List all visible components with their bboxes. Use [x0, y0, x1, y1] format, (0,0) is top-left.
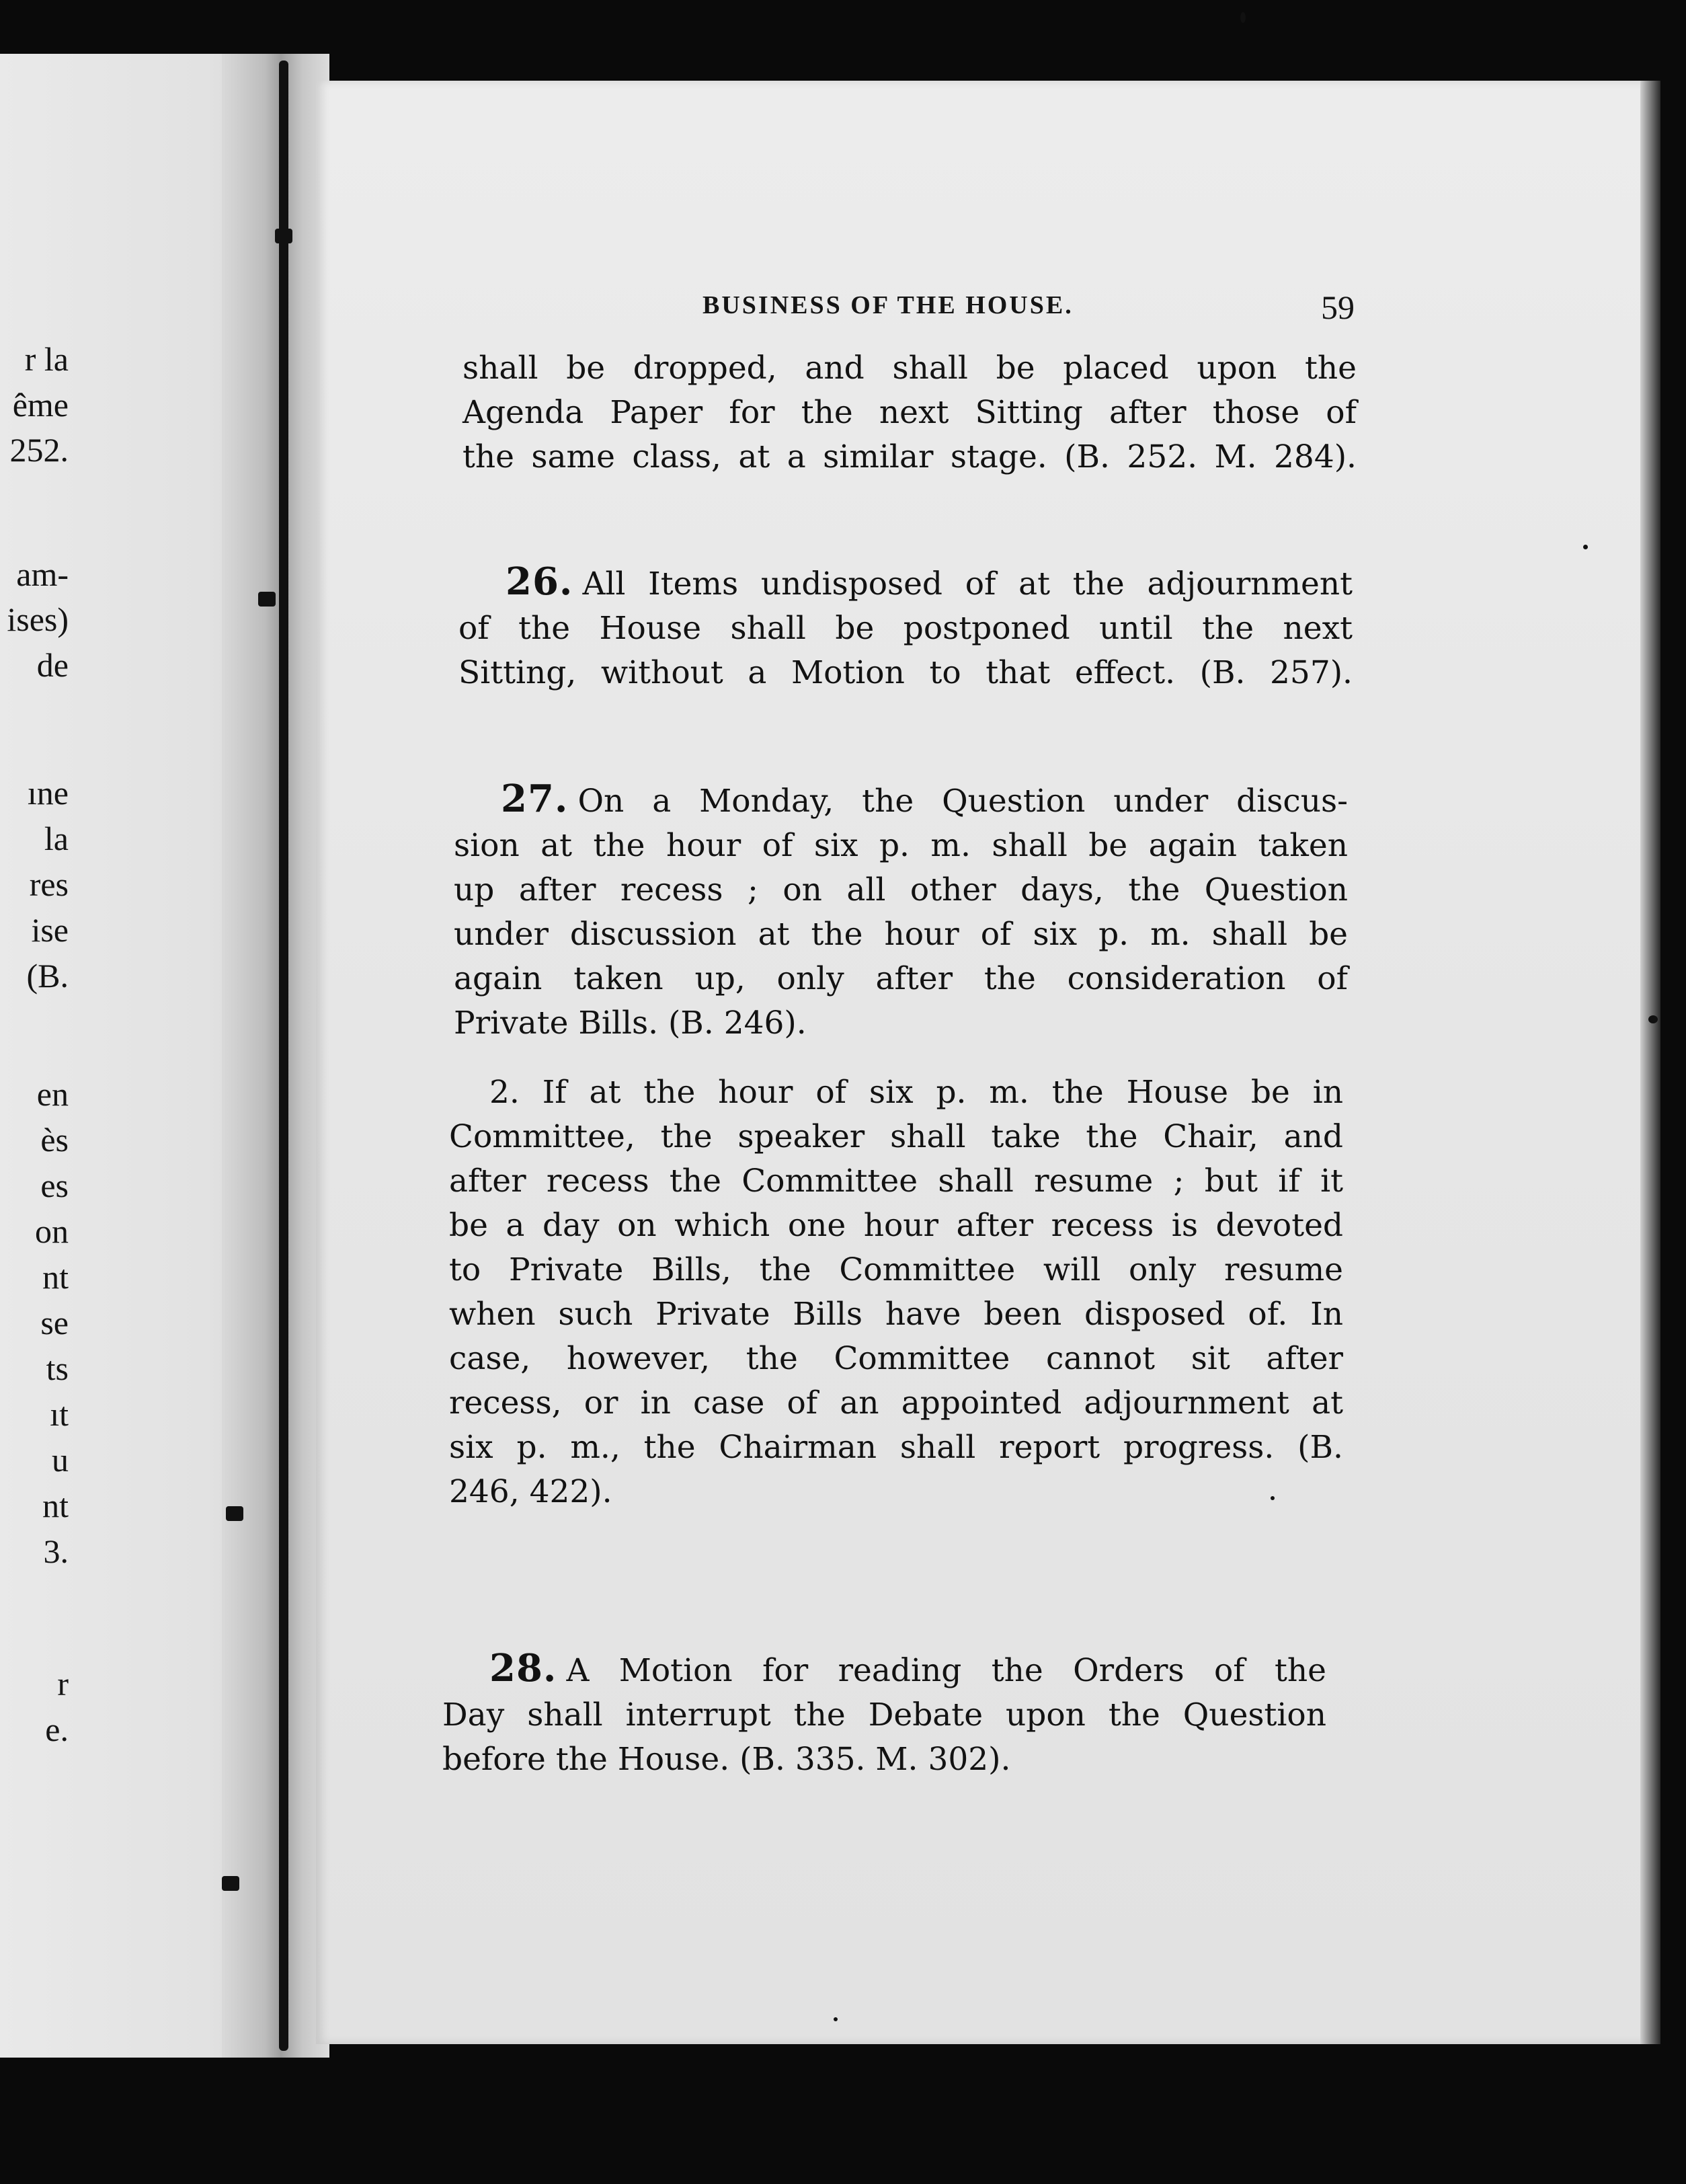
- text-line: shall be dropped, and shall be placed upon the: [463, 350, 1357, 387]
- left-fragment: res: [29, 865, 69, 903]
- left-fragment: 3.: [43, 1532, 69, 1570]
- left-fragment: ises): [7, 600, 69, 638]
- scan-speck: [1240, 12, 1246, 23]
- text-line: 246, 422).: [449, 1473, 612, 1510]
- text-line: when such Private Bills have been disposed of. In: [449, 1296, 1343, 1333]
- text-line: case, however, the Committee cannot sit after: [449, 1340, 1343, 1377]
- text-line: Agenda Paper for the next Sitting after those of: [463, 394, 1357, 431]
- text-line: of the House shall be postponed until the next: [458, 610, 1353, 647]
- binding-stitch: [258, 592, 276, 607]
- text-line: [442, 1646, 1326, 1693]
- left-fragment: ıne: [27, 774, 69, 812]
- left-fragment: am-: [16, 555, 69, 593]
- binding-thread: [279, 61, 288, 2051]
- text-line: to Private Bills, the Committee will only resume: [449, 1251, 1343, 1288]
- text-line: before the House. (B. 335. M. 302).: [442, 1741, 1011, 1778]
- text-line: after recess the Committee shall resume ; but if it: [449, 1163, 1343, 1200]
- text-line: recess, or in case of an appointed adjournment at: [449, 1384, 1343, 1421]
- page-number: 59: [1321, 288, 1355, 326]
- paragraph-continuation: [463, 346, 1357, 479]
- rule-number: 28.: [489, 1646, 557, 1690]
- left-fragment: nt: [42, 1487, 69, 1524]
- text-line: [458, 559, 1353, 607]
- left-fragment: u: [52, 1441, 69, 1479]
- left-fragment: r la: [24, 340, 69, 378]
- scan-speck: [1648, 1015, 1658, 1023]
- left-fragment: ès: [40, 1121, 69, 1159]
- rule-number: 27.: [501, 777, 569, 821]
- text-line: Sitting, without a Motion to that effect. (B. 257).: [458, 654, 1353, 691]
- text-line-content: On a Monday, the Question under discus-: [577, 783, 1348, 820]
- text-line: sion at the hour of six p. m. shall be again taken: [454, 827, 1348, 864]
- text-line: Private Bills. (B. 246).: [454, 1005, 807, 1042]
- text-line: the same class, at a similar stage. (B. 252. M. 284).: [463, 438, 1357, 475]
- left-fragment: e.: [45, 1711, 69, 1748]
- rule-28: [442, 1646, 1326, 1782]
- left-fragment: es: [40, 1167, 69, 1204]
- rule-27-subsection-2: [449, 1070, 1343, 1514]
- left-fragment: ıt: [50, 1395, 69, 1433]
- left-fragment: (B.: [26, 957, 69, 994]
- left-fragment: ise: [31, 911, 69, 949]
- rule-27: [454, 777, 1348, 1046]
- left-fragment: en: [36, 1075, 69, 1113]
- left-fragment: ts: [46, 1350, 69, 1387]
- left-fragment: r: [57, 1665, 69, 1703]
- running-head: BUSINESS OF THE HOUSE.: [702, 291, 1074, 319]
- left-fragment: nt: [42, 1258, 69, 1296]
- left-fragment: 252.: [9, 431, 69, 469]
- left-fragment: ême: [12, 386, 69, 424]
- text-line: be a day on which one hour after recess is devoted: [449, 1207, 1343, 1244]
- text-line-content: A Motion for reading the Orders of the: [566, 1652, 1326, 1689]
- text-line: under discussion at the hour of six p. m. shall be: [454, 916, 1348, 953]
- left-fragment: on: [35, 1212, 69, 1250]
- left-fragment: se: [40, 1304, 69, 1341]
- text-line: six p. m., the Chairman shall report progress. (B.: [449, 1429, 1343, 1466]
- left-fragment: la: [44, 820, 69, 857]
- binding-stitch: [222, 1876, 239, 1891]
- text-line: again taken up, only after the consideration of: [454, 960, 1348, 997]
- text-line: up after recess ; on all other days, the Question: [454, 871, 1348, 908]
- scan-speck: [1271, 1496, 1275, 1500]
- scan-speck: [834, 2017, 838, 2021]
- rule-26: [458, 559, 1353, 695]
- left-fragment: de: [36, 646, 69, 684]
- text-line: [454, 777, 1348, 824]
- page-edge-shadow: [1640, 81, 1660, 2044]
- text-line: Day shall interrupt the Debate upon the Question: [442, 1696, 1326, 1733]
- binding-stitch: [275, 229, 292, 243]
- text-line: 2. If at the hour of six p. m. the House be in: [489, 1074, 1343, 1111]
- binding-stitch: [226, 1506, 243, 1521]
- text-line: Committee, the speaker shall take the Chair, and: [449, 1118, 1343, 1155]
- text-line-content: All Items undisposed of at the adjournment: [582, 566, 1353, 602]
- scan-speck: [1583, 545, 1588, 549]
- rule-number: 26.: [506, 559, 573, 604]
- book-gutter: [222, 54, 329, 2058]
